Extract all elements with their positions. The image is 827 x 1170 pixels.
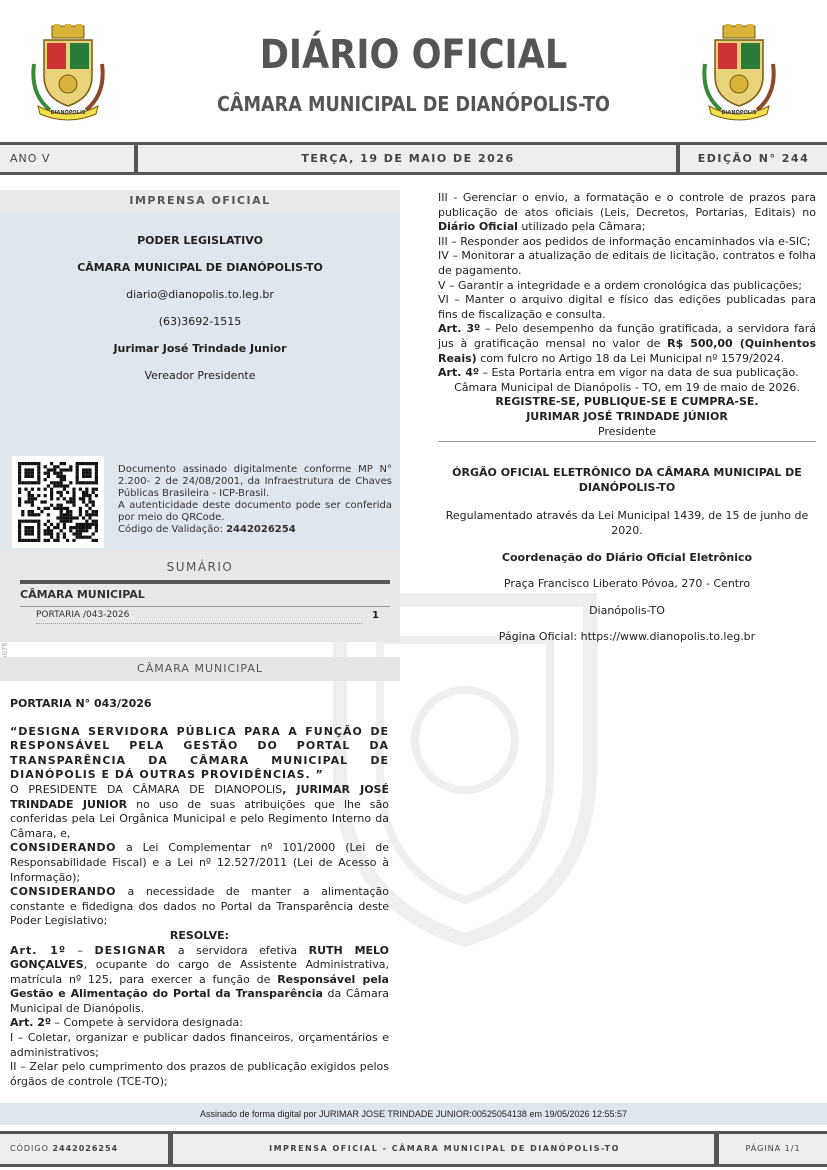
summary-heading: SUMÁRIO [166, 560, 234, 574]
edition-date: TERÇA, 19 DE MAIO DE 2026 [301, 152, 515, 165]
footer [0, 1131, 827, 1167]
considerando-2: CONSIDERANDO a necessidade de manter a alimentação constante e fidedigna dos dados no Portal da Transparência deste Poder Legislativo; [10, 885, 389, 928]
article-2-item-4: IV – Monitorar a atualização de editais de licitação, contratos e folha de pagamento. [438, 249, 816, 277]
place-date: Câmara Municipal de Dianópolis - TO, em 19 de maio de 2026. [454, 380, 800, 394]
header [0, 0, 827, 142]
register-line: REGISTRE-SE, PUBLIQUE-SE E CUMPRA-SE. [495, 395, 759, 409]
orgao-title: ÓRGÃO OFICIAL ELETRÔNICO DA CÂMARA MUNICIPAL DE DIANÓPOLIS-TO [452, 466, 802, 494]
signature-notice: Documento assinado digitalmente conforme MP N° 2.200- 2 de 24/08/2001, da Infraestrutura de Chaves Públicas Brasileira - ICP-Brasil. A autenticidade deste documento pode ser conferida por meio do QRCode. Código de Validação: 2442026254 [118, 464, 392, 535]
summary-panel [0, 550, 400, 642]
article-2-item-5: V – Garantir a integridade e a ordem cronológica das publicações; [438, 278, 802, 292]
section-heading: CÂMARA MUNICIPAL [0, 657, 400, 681]
portaria-body-right [438, 191, 816, 442]
considerando-1: CONSIDERANDO a Lei Complementar nº 101/2000 (Lei de Responsabilidade Fiscal) e a Lei nº 12.527/2011 (Lei de Acesso à Informação); [10, 841, 389, 884]
footer-center: IMPRENSA OFICIAL - CÂMARA MUNICIPAL DE DIANÓPOLIS-TO [269, 1144, 620, 1153]
page-subtitle: CÂMARA MUNICIPAL DE DIANÓPOLIS-TO [216, 92, 610, 116]
edition-number: EDIÇÃO N° 244 [697, 152, 810, 165]
chamber-label: CÂMARA MUNICIPAL DE DIANÓPOLIS-TO [77, 261, 323, 274]
article-2: Art. 2º – Compete à servidora designada: [10, 1016, 243, 1030]
signer-name: JURIMAR JOSÉ TRINDADE JÚNIOR [526, 409, 728, 423]
orgao-site-link[interactable]: Página Oficial: https://www.dianopolis.to.leg.br [498, 630, 756, 643]
edition-year: ANO V [10, 152, 51, 165]
power-label: PODER LEGISLATIVO [137, 234, 263, 247]
article-2-item-3b: III – Responder aos pedidos de informação encaminhados via e-SIC; [438, 234, 811, 248]
crest-banner-text: DIANÓPOLIS [50, 110, 86, 116]
crest-banner-text: DIANÓPOLIS [721, 110, 757, 116]
validation-code: 2442026254 [226, 524, 296, 535]
city-crest-icon [701, 24, 777, 122]
qrcode-icon[interactable] [12, 456, 104, 548]
digital-signature-line: Assinado de forma digital por JURIMAR JOSE TRINDADE JUNIOR:00525054138 em 19/05/2026 12:55:57 [0, 1103, 827, 1125]
article-2-item-3: III - Gerenciar o envio, a formatação e o controle de prazos para publicação de atos oficiais (Leis, Decretos, Portarias, Editais) no Diário Oficial utilizado pela Câmara; [438, 191, 816, 234]
article-1: Art. 1º – DESIGNAR a servidora efetiva RUTH MELO GONÇALVES, ocupante do cargo de Assistente Administrativa, matrícula nº 125, para exercer a função de Responsável pela Gestão e Alimentação do Portal da Transparência da Câmara Municipal de Dianópolis. [10, 943, 390, 1015]
portaria-number: PORTARIA N° 043/2026 [10, 697, 152, 710]
portaria-intro: O PRESIDENTE DA CÂMARA DE DIANOPOLIS, JURIMAR JOSÉ TRINDADE JUNIOR no uso de suas atribuições que lhe são conferidas pela Lei Orgânica Municipal e pelo Regimento Interno da Câmara, e, [10, 782, 389, 840]
edition-bar [0, 142, 827, 175]
orgao-coord: Coordenação do Diário Oficial Eletrônico [501, 551, 753, 564]
contact-email[interactable]: diario@dianopolis.to.leg.br [126, 288, 274, 301]
divider [438, 441, 816, 442]
president-role: Vereador Presidente [144, 369, 256, 382]
orgao-city: Dianópolis-TO [589, 604, 665, 617]
signer-role: Presidente [597, 424, 657, 438]
portaria-ementa: “DESIGNA SERVIDORA PÚBLICA PARA A FUNÇÃO DE RESPONSÁVEL PELA GESTÃO DO PORTAL DA TRANSPARÊNCIA DA CÂMARA MUNICIPAL DE DIANÓPOLIS E DÁ OUTRAS PROVIDÊNCIAS. ” [10, 724, 389, 782]
summary-item-page: 1 [372, 610, 379, 621]
footer-code: CÓDIGO 2442026254 [10, 1144, 119, 1153]
portaria-body-left [10, 697, 389, 1089]
article-3: Art. 3º – Pelo desempenho da função gratificada, a servidora fará jus à gratificação mensal no valor de R$ 500,00 (Quinhentos Reais) com fulcro no Artigo 18 da Lei Municipal nº 1579/2024. [438, 322, 817, 365]
summary-item[interactable] [0, 607, 400, 627]
summary-item-label: PORTARIA /043-2026 [36, 610, 130, 620]
orgao-info [438, 465, 816, 643]
resolve-label: RESOLVE: [169, 928, 230, 942]
president-name: Jurimar José Trindade Junior [113, 342, 287, 355]
article-4: Art. 4º – Esta Portaria entra em vigor na data de sua publicação. [438, 366, 799, 380]
article-2-item-1: I – Coletar, organizar e publicar dados financeiros, orçamentários e administrativos; [10, 1031, 389, 1059]
article-2-item-2: II – Zelar pelo cumprimento dos prazos de publicação exigidos pelos órgãos de controle (TCE-TO); [10, 1060, 389, 1088]
footer-page: PÁGINA 1/1 [745, 1144, 801, 1153]
orgao-address: Praça Francisco Liberato Póvoa, 270 - Centro [503, 577, 751, 590]
article-2-item-6: VI – Manter o arquivo digital e físico das edições publicadas para fins de fiscalização e consulta. [438, 293, 816, 321]
orgao-law: Regulamentado através da Lei Municipal 1439, de 15 de junho de 2020. [445, 509, 809, 537]
summary-section: CÂMARA MUNICIPAL [20, 588, 145, 601]
page-title: DIÁRIO OFICIAL [259, 32, 568, 78]
contact-phone: (63)3692-1515 [158, 315, 242, 328]
imprensa-panel [0, 190, 400, 553]
imprensa-heading: IMPRENSA OFICIAL [0, 190, 400, 212]
